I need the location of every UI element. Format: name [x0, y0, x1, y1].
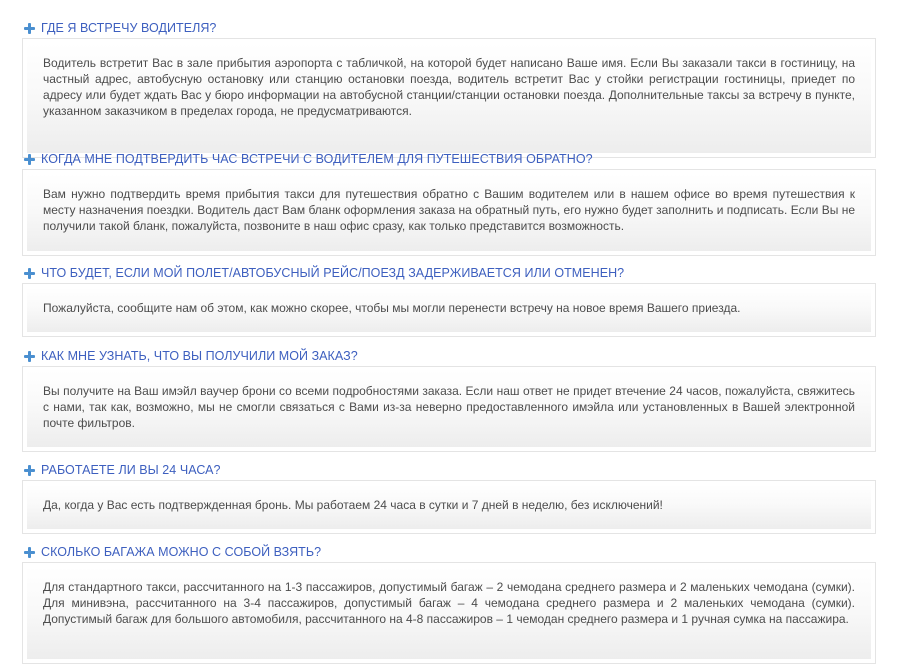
- faq-item: [22, 265, 876, 315]
- faq-answer-text: Пожалуйста, сообщите нам об этом, как можно скорее, чтобы мы могли перенести встречу на новое время Вашего приезда.: [43, 301, 741, 315]
- faq-answer-panel: [27, 567, 871, 659]
- faq-answer-panel: [27, 371, 871, 447]
- faq-question-link[interactable]: ГДЕ Я ВСТРЕЧУ ВОДИТЕЛЯ?: [41, 21, 217, 35]
- faq-question-link[interactable]: СКОЛЬКО БАГАЖА МОЖНО С СОБОЙ ВЗЯТЬ?: [41, 545, 322, 559]
- faq-question-toggle[interactable]: [22, 20, 876, 38]
- faq-answer-text: Вам нужно подтвердить время прибытия такси для путешествия обратно с Вашим водителем или в нашем офисе во время путешествия к месту назначения поездки. Водитель даст Вам бланк оформления заказа на обратный путь, его нужно будет заполнить и подписать. Если Вы не получили такой бланк, пожалуйста, позвоните в наш офис сразу, как только представится возможность.: [43, 187, 855, 233]
- faq-answer: [22, 366, 876, 452]
- faq-answer: [22, 169, 876, 256]
- faq-answer: [22, 283, 876, 337]
- faq-answer-panel: [27, 43, 871, 153]
- faq-item: [22, 544, 876, 626]
- faq-answer: [22, 480, 876, 534]
- plus-icon[interactable]: [24, 154, 35, 165]
- plus-icon[interactable]: [24, 23, 35, 34]
- plus-icon[interactable]: [24, 351, 35, 362]
- faq-answer-text: Водитель встретит Вас в зале прибытия аэропорта с табличкой, на которой будет написано Ваше имя. Если Вы заказали такси в гостиницу, на частный адрес, автобусную остановку или станцию остановки поезда, водитель встретит Вас у стойки регистрации гостиницы, приедет по адресу или будет ждать Вас у бюро информации на автобусной станции/станции остановки поезда. Дополнительные таксы за встречу в пункте, указанном заказчиком в пределах города, не предусматриваются.: [43, 56, 855, 118]
- faq-answer: [22, 38, 876, 158]
- faq-question-link[interactable]: КАК МНЕ УЗНАТЬ, ЧТО ВЫ ПОЛУЧИЛИ МОЙ ЗАКАЗ?: [41, 349, 358, 363]
- faq-item: [22, 348, 876, 430]
- faq-question-link[interactable]: КОГДА МНЕ ПОДТВЕРДИТЬ ЧАС ВСТРЕЧИ С ВОДИТЕЛЕМ ДЛЯ ПУТЕШЕСТВИЯ ОБРАТНО?: [41, 152, 593, 166]
- faq-question-toggle[interactable]: [22, 462, 876, 480]
- faq-question-toggle[interactable]: [22, 348, 876, 366]
- plus-icon[interactable]: [24, 547, 35, 558]
- faq-question-toggle[interactable]: [22, 544, 876, 562]
- faq-answer-panel: [27, 288, 871, 332]
- faq-answer-panel: [27, 174, 871, 251]
- faq-question-link[interactable]: РАБОТАЕТЕ ЛИ ВЫ 24 ЧАСА?: [41, 463, 221, 477]
- faq-answer: [22, 562, 876, 664]
- faq-item: [22, 151, 876, 233]
- plus-icon[interactable]: [24, 465, 35, 476]
- faq-answer-panel: [27, 485, 871, 529]
- faq-item: [22, 20, 876, 118]
- faq-answer-text: Вы получите на Ваш имэйл ваучер брони со всеми подробностями заказа. Если наш ответ не придет втечение 24 часов, пожалуйста, свяжитесь с нами, так как, возможно, мы не смогли связаться с Вами из-за неверно предоставленного имэйла или установленных в Вашей электронной почте фильтров.: [43, 384, 855, 430]
- plus-icon[interactable]: [24, 268, 35, 279]
- faq-question-toggle[interactable]: [22, 151, 876, 169]
- faq-item: [22, 462, 876, 512]
- faq-answer-text: Да, когда у Вас есть подтвержденная бронь. Мы работаем 24 часа в сутки и 7 дней в неделю, без исключений!: [43, 498, 663, 512]
- faq-question-toggle[interactable]: [22, 265, 876, 283]
- faq-answer-text: Для стандартного такси, рассчитанного на 1-3 пассажиров, допустимый багаж – 2 чемодана среднего размера и 2 маленьких чемодана (сумки). Для минивэна, рассчитанного на 3-4 пассажиров, допустимый багаж – 4 чемодана среднего размера и 2 маленьких чемодана (сумки). Допустимый багаж для большого автомобиля, рассчитанного на 4-8 пассажиров – 1 чемодан среднего размера и 1 ручная сумка на пассажира.: [43, 580, 855, 626]
- faq-question-link[interactable]: ЧТО БУДЕТ, ЕСЛИ МОЙ ПОЛЕТ/АВТОБУСНЫЙ РЕЙС/ПОЕЗД ЗАДЕРЖИВАЕТСЯ ИЛИ ОТМЕНЕН?: [41, 266, 625, 280]
